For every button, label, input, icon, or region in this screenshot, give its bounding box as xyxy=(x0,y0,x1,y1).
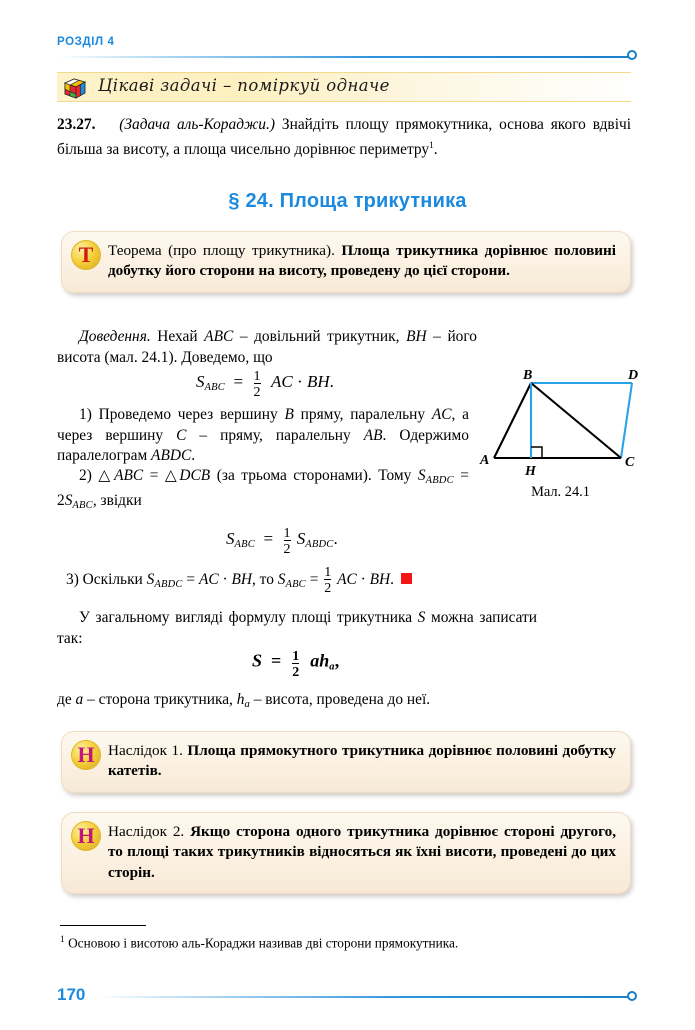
header-end-dot-icon xyxy=(627,50,637,60)
theorem-text xyxy=(108,241,616,282)
corollary-2-text xyxy=(108,822,616,883)
corollary-1-statement: Площа прямокутного трикутника дорівнює половині добутку катетів. xyxy=(108,742,616,780)
footnote-marker: 1 xyxy=(60,935,65,945)
proof-var-bh: BH xyxy=(406,328,427,345)
theorem-badge-icon: Т xyxy=(71,240,101,270)
proof-intro xyxy=(57,327,477,368)
exercise-source: (Задача аль-Кораджи.) xyxy=(119,116,275,133)
general-formula-text xyxy=(57,608,537,649)
corollary-1-lead: Наслідок 1. xyxy=(108,742,183,759)
proof-step-1 xyxy=(57,405,469,467)
svg-text:B: B xyxy=(523,368,533,383)
formula-s-abc-half-parallelogram: $S_{ABC}$ = $\frac{1}{2}$ $S_{ABDC}$. xyxy=(226,526,338,557)
corollary-2-lead: Наслідок 2. xyxy=(108,823,185,840)
proof-step-2 xyxy=(57,466,469,517)
exercise-tail: . xyxy=(433,140,438,158)
page-header xyxy=(0,36,695,64)
theorem-lead: Теорема (про площу трикутника). xyxy=(108,242,335,259)
header-rule xyxy=(57,56,631,58)
corollary-2-statement: Якщо сторона одного трикутника дорівнює стороні другого, то площі таких трикутників відносяться як їхні висоти, проведені до цих сторін. xyxy=(108,823,616,881)
svg-text:D: D xyxy=(628,368,639,383)
exercise-footnote-marker: 1 xyxy=(429,140,434,151)
corollary-2-box xyxy=(61,812,631,894)
qed-marker xyxy=(401,573,412,584)
theorem-box xyxy=(61,231,631,293)
footer-rule xyxy=(95,996,631,998)
corollary-1-badge-icon: Н xyxy=(71,740,101,770)
svg-text:C: C xyxy=(625,455,635,470)
triangle-parallelogram-diagram xyxy=(478,368,643,498)
exercise-number: 23.27. xyxy=(57,116,96,133)
figure-caption: Мал. 24.1 xyxy=(531,484,590,500)
proof-step-3: 3) Оскільки $S_{ABDC}$ = AC · BH, то $S_{ABC}$ = $\frac{1}{2}$ AC · BH. xyxy=(66,566,412,596)
proof-intro-c: – його висота (мал. 24.1). Доведемо, що xyxy=(57,328,478,366)
exercise-23-27 xyxy=(57,115,631,160)
footnote-text: Основою і висотою аль-Кораджи називав дві сторони прямокутника. xyxy=(64,935,459,951)
exercise-body: Знайдіть площу прямокутника, основа якого вдвічі більша за висоту, а площа чисельно дорівнює периметру xyxy=(57,116,631,158)
page-number: 170 xyxy=(57,985,86,1004)
interesting-tasks-banner xyxy=(57,72,631,102)
rubiks-cube-icon xyxy=(62,75,88,101)
proof-step-1-text: 1) Проведемо через вершину B пряму, паралельну AC, а через вершину C – пряму, паралельну AB. Одержимо паралелограм ABDC. xyxy=(57,406,469,464)
footnote xyxy=(60,932,640,951)
figure-24-1 xyxy=(478,368,643,498)
footnote-separator xyxy=(60,925,146,926)
corollary-1-text xyxy=(108,741,616,782)
theorem-statement: Площа трикутника дорівнює половині добутку його сторони на висоту, проведену до цієї сторони. xyxy=(108,242,617,280)
section-title: § 24. Площа трикутника xyxy=(228,190,467,212)
formula-general-area: S = $\frac{1}{2}$ $ah_a$, xyxy=(252,649,340,680)
proof-lead: Доведення. xyxy=(79,328,151,345)
where-clause-text: де a – сторона трикутника, $h_a$ – висота, проведена до неї. xyxy=(57,691,431,710)
corollary-2-badge-icon: Н xyxy=(71,821,101,851)
proof-intro-a: Нехай xyxy=(150,328,205,345)
proof-intro-b: – довільний трикутник, xyxy=(233,328,407,345)
chapter-label: РОЗДІЛ 4 xyxy=(57,36,115,48)
formula-s-abc: $S_{ABC}$ = $\frac{1}{2}$ AC · BH. xyxy=(196,369,334,400)
banner-title: Цікаві задачі – поміркуй одначе xyxy=(98,76,390,95)
proof-var-abc: ABC xyxy=(204,328,234,345)
proof-step-2-text: 2) △ ABC = △DCB (за трьома сторонами). Тому $S_{ABDC} = 2S_{ABC}$, звідки xyxy=(57,467,469,512)
general-formula-body: У загальному вигляді формулу площі трикутника S можна записати так: xyxy=(57,609,537,647)
svg-text:H: H xyxy=(525,464,536,479)
corollary-1-box xyxy=(61,731,631,793)
svg-text:A: A xyxy=(480,453,490,468)
footer-end-dot-icon xyxy=(627,991,637,1001)
where-clause xyxy=(57,690,577,715)
